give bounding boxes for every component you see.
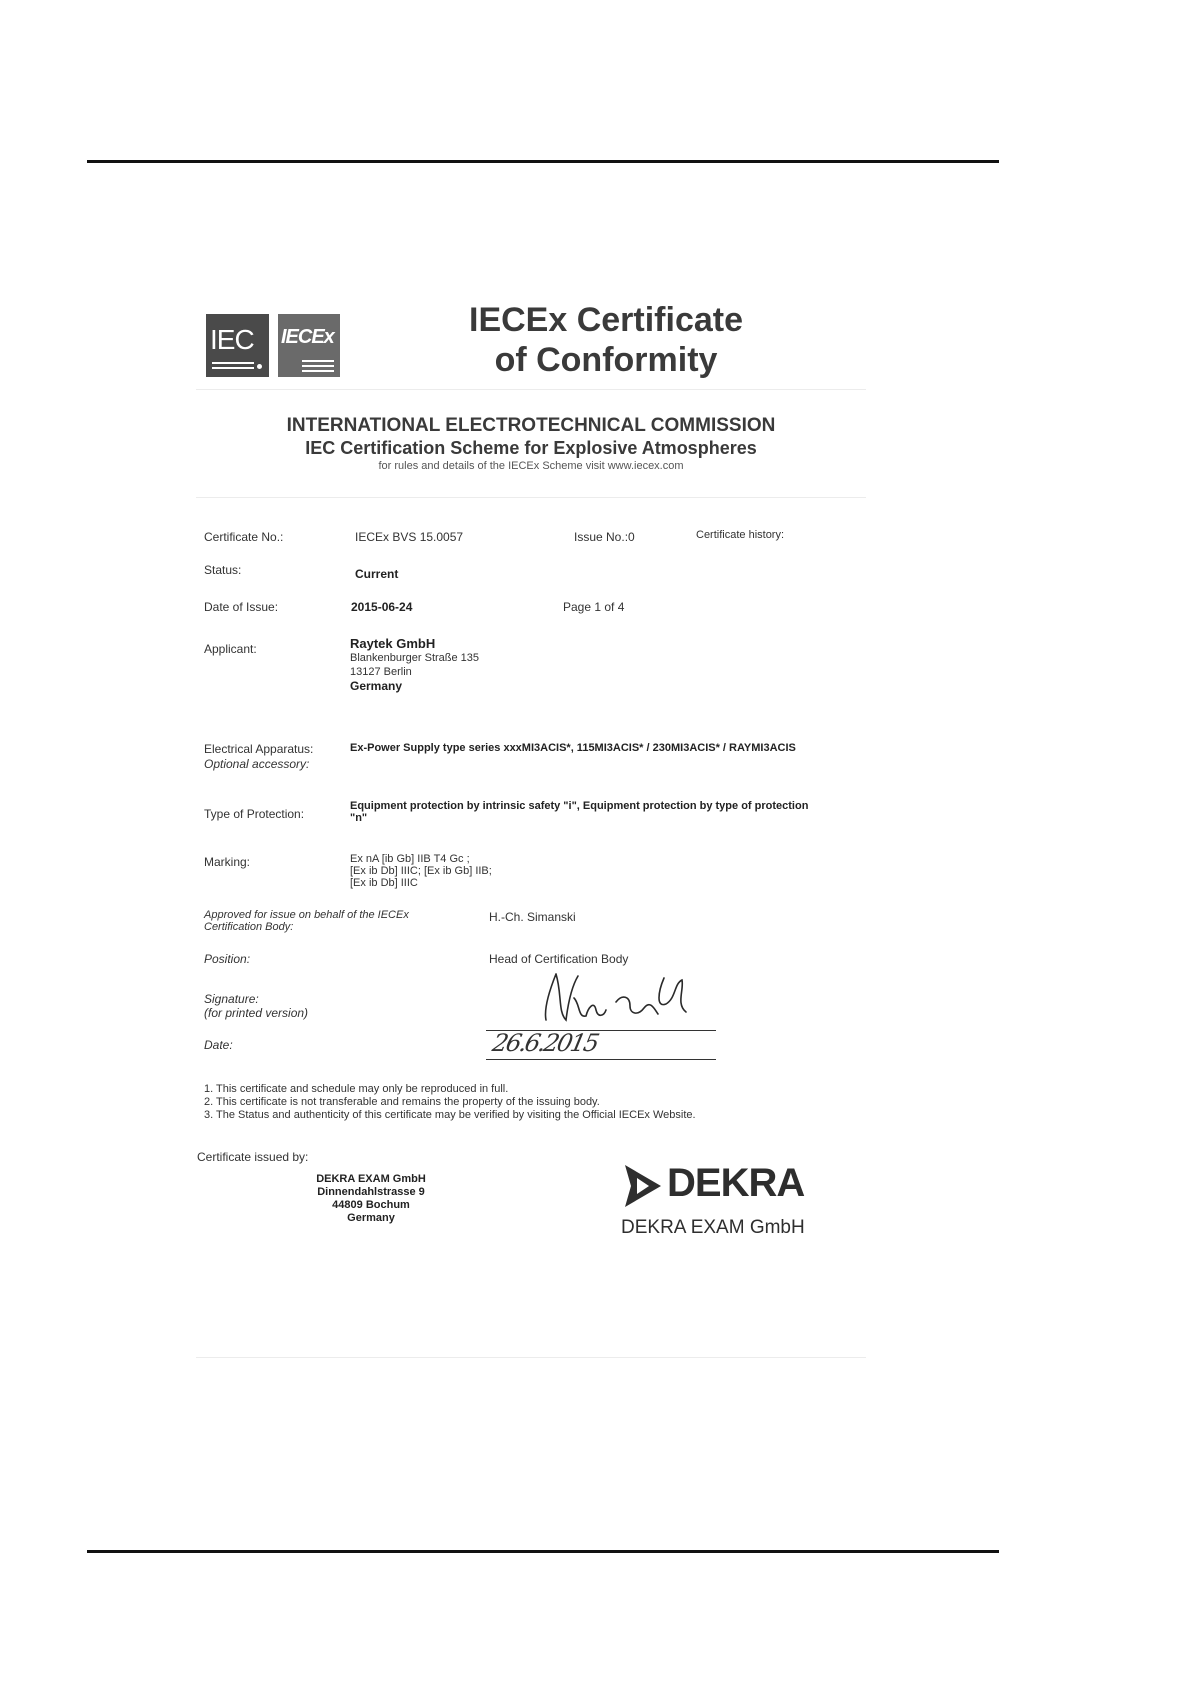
logo-dot xyxy=(257,364,262,369)
signature-label-line-2: (for printed version) xyxy=(204,1006,309,1020)
scheme-name: IEC Certification Scheme for Explosive Atmospheres xyxy=(305,438,757,458)
issuer-address xyxy=(311,1173,431,1225)
note-2: 2. This certificate is not transferable and remains the property of the issuing body. xyxy=(204,1096,600,1108)
note-3: 3. The Status and authenticity of this certificate may be verified by visiting the Official IECEx Website. xyxy=(204,1109,696,1121)
dekra-logo-subtitle: DEKRA EXAM GmbH xyxy=(621,1217,805,1238)
marking-label: Marking: xyxy=(204,855,251,869)
approved-label-line-1: Approved for issue on behalf of the IECEx xyxy=(204,909,409,921)
commission-name: INTERNATIONAL ELECTROTECHNICAL COMMISSION xyxy=(286,415,776,436)
separator xyxy=(196,1357,866,1358)
date-line xyxy=(486,1059,716,1060)
logo-stripe xyxy=(302,360,334,362)
applicant-street: Blankenburger Straße 135 xyxy=(350,652,480,664)
marking-line-1: Ex nA [ib Gb] IIB T4 Gc ; xyxy=(350,853,470,865)
notes xyxy=(204,1083,696,1122)
approved-label-line-2: Certification Body: xyxy=(204,921,294,933)
protection-value xyxy=(350,800,866,824)
iecex-logo xyxy=(278,314,340,377)
applicant-city: 13127 Berlin xyxy=(350,666,412,678)
applicant-country: Germany xyxy=(350,679,403,693)
scheme-rules: for rules and details of the IECEx Scheme visit www.iecex.com xyxy=(378,460,684,472)
handwritten-signature xyxy=(526,964,696,1028)
date-of-issue-label: Date of Issue: xyxy=(204,600,279,614)
certificate xyxy=(196,297,866,1360)
top-rule xyxy=(87,160,999,163)
protection-label: Type of Protection: xyxy=(204,807,305,821)
position-value: Head of Certification Body xyxy=(489,952,629,966)
applicant-name: Raytek GmbH xyxy=(350,636,436,651)
commission-block xyxy=(196,415,866,473)
protection-line-1: Equipment protection by intrinsic safety "i", Equipment protection by type of protection xyxy=(350,800,809,812)
date-of-issue: 2015-06-24 xyxy=(351,600,413,614)
handwritten-date: 26.6.2015 xyxy=(490,1029,601,1057)
logo-stripe xyxy=(212,362,254,364)
position-label: Position: xyxy=(204,952,251,966)
signature-label xyxy=(204,992,308,1020)
apparatus-value: Ex-Power Supply type series xxxMI3ACIS*, 115MI3ACIS* / 230MI3ACIS* / RAYMI3ACIS xyxy=(350,742,796,754)
issuer-country: Germany xyxy=(347,1212,395,1224)
apparatus-label: Electrical Apparatus: xyxy=(204,742,314,756)
status-label: Status: xyxy=(204,563,242,577)
iec-logo-text: IEC xyxy=(210,324,254,355)
iec-logo xyxy=(206,314,269,377)
marking-line-2: [Ex ib Db] IIIC; [Ex ib Gb] IIB; xyxy=(350,865,492,877)
title-line-1: IECEx Certificate xyxy=(469,301,743,339)
protection-line-2: "n" xyxy=(350,812,368,824)
approved-label xyxy=(204,909,409,933)
issuer-city: 44809 Bochum xyxy=(332,1199,410,1211)
approver-name: H.-Ch. Simanski xyxy=(489,910,576,924)
signature-label-line-1: Signature: xyxy=(204,992,259,1006)
dekra-logo-text: DEKRA xyxy=(667,1161,805,1205)
issue-no: Issue No.:0 xyxy=(574,530,635,544)
note-1: 1. This certificate and schedule may only be reproduced in full. xyxy=(204,1083,509,1095)
separator xyxy=(196,497,866,498)
optional-accessory-label: Optional accessory: xyxy=(204,757,310,771)
logo-stripe xyxy=(302,365,334,367)
marking-value xyxy=(350,853,492,889)
marking-line-3: [Ex ib Db] IIIC xyxy=(350,877,418,889)
page-title xyxy=(406,300,806,380)
page-number: Page 1 of 4 xyxy=(563,600,625,614)
bottom-rule xyxy=(87,1550,999,1553)
applicant-block xyxy=(350,637,479,693)
applicant-label: Applicant: xyxy=(204,642,257,656)
dekra-logo xyxy=(621,1159,821,1244)
dekra-arrow-icon xyxy=(621,1163,665,1209)
sign-date-label: Date: xyxy=(204,1038,233,1052)
separator xyxy=(196,389,866,390)
issuer-street: Dinnendahlstrasse 9 xyxy=(317,1186,425,1198)
issuer-name: DEKRA EXAM GmbH xyxy=(316,1173,426,1185)
certificate-history: Certificate history: xyxy=(696,529,785,541)
logo-stripe xyxy=(212,367,254,369)
title-line-2: of Conformity xyxy=(494,341,718,379)
logo-stripe xyxy=(302,370,334,372)
certificate-no-label: Certificate No.: xyxy=(204,530,284,544)
certificate-no: IECEx BVS 15.0057 xyxy=(355,530,464,544)
status-badge: Current xyxy=(355,567,399,581)
issued-by-label: Certificate issued by: xyxy=(197,1150,309,1164)
apparatus-labels xyxy=(204,742,313,772)
iecex-logo-text: IECEx xyxy=(281,326,334,348)
